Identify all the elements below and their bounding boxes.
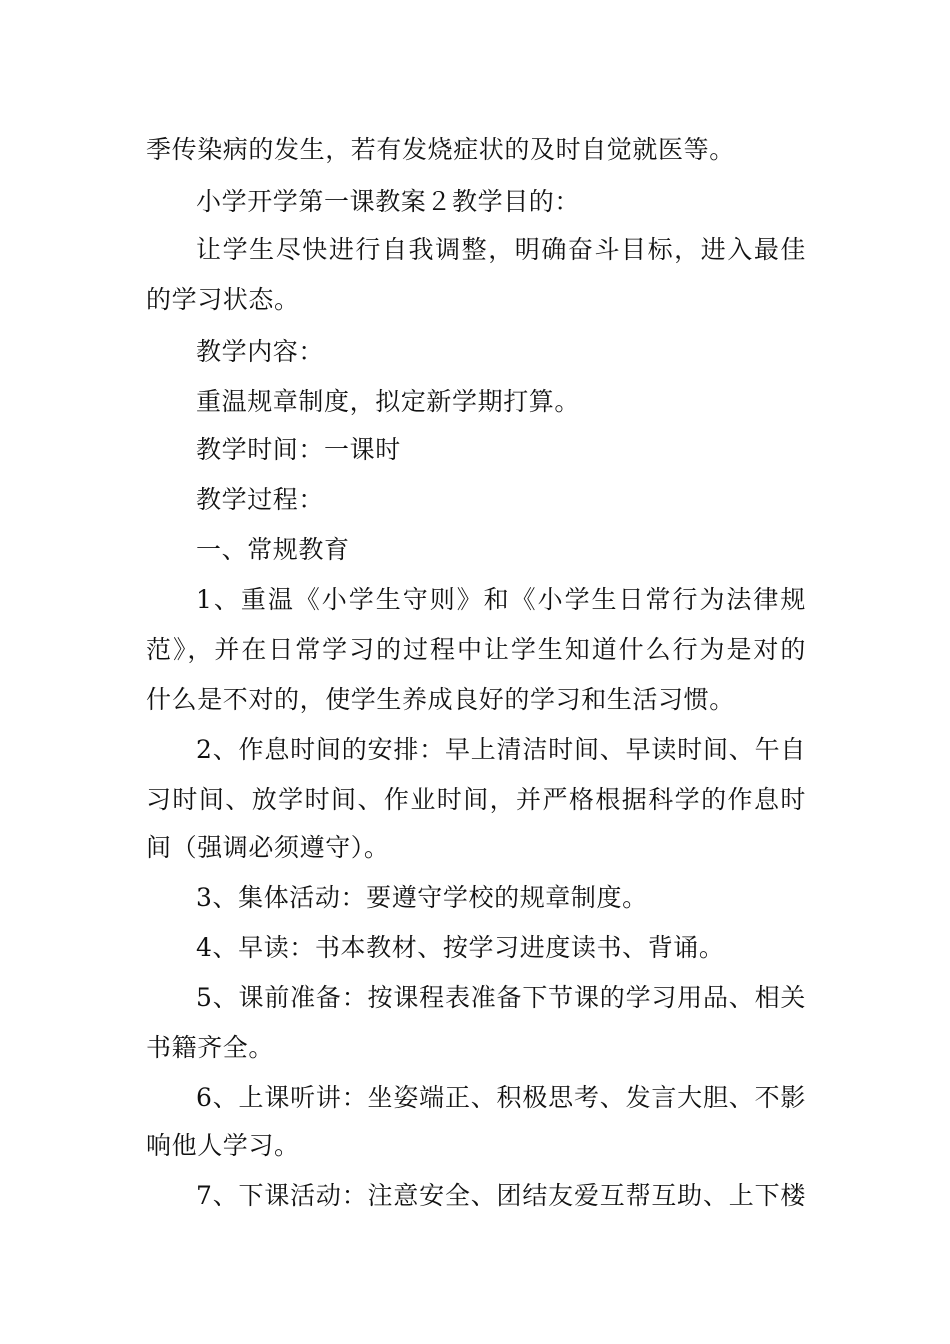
text-line: 6、上课听讲：坐姿端正、积极思考、发言大胆、不影 bbox=[196, 1083, 806, 1112]
text-line: 7、下课活动：注意安全、团结友爱互帮互助、上下楼 bbox=[196, 1181, 806, 1210]
text-line: 什么是不对的，使学生养成良好的学习和生活习惯。 bbox=[146, 685, 735, 714]
text-line: 范》，并在日常学习的过程中让学生知道什么行为是对的 bbox=[146, 635, 806, 664]
text-line: 重温规章制度，拟定新学期打算。 bbox=[196, 387, 581, 416]
section-heading: 一、常规教育 bbox=[196, 535, 350, 564]
text-line: 习时间、放学时间、作业时间，并严格根据科学的作息时 bbox=[146, 785, 806, 814]
text-line: 5、课前准备：按课程表准备下节课的学习用品、相关 bbox=[196, 983, 806, 1012]
text-line: 书籍齐全。 bbox=[146, 1033, 275, 1062]
text-line: 教学过程： bbox=[196, 485, 325, 514]
text-line: 1、重温《小学生守则》和《小学生日常行为法律规 bbox=[196, 585, 806, 614]
text-line: 3、集体活动：要遵守学校的规章制度。 bbox=[196, 883, 648, 912]
text-line: 的学习状态。 bbox=[146, 285, 300, 314]
section-heading: 小学开学第一课教案２教学目的： bbox=[196, 187, 581, 216]
text-line: 让学生尽快进行自我调整，明确奋斗目标，进入最佳 bbox=[196, 235, 806, 264]
text-line: 季传染病的发生，若有发烧症状的及时自觉就医等。 bbox=[146, 135, 735, 164]
text-line: 教学内容： bbox=[196, 337, 325, 366]
text-line: 响他人学习。 bbox=[146, 1131, 300, 1160]
text-line: 2、作息时间的安排：早上清洁时间、早读时间、午自 bbox=[196, 735, 806, 764]
text-line: 教学时间：一课时 bbox=[196, 435, 401, 464]
text-line: 4、早读：书本教材、按学习进度读书、背诵。 bbox=[196, 933, 725, 962]
text-line: 间（强调必须遵守）。 bbox=[146, 833, 390, 862]
